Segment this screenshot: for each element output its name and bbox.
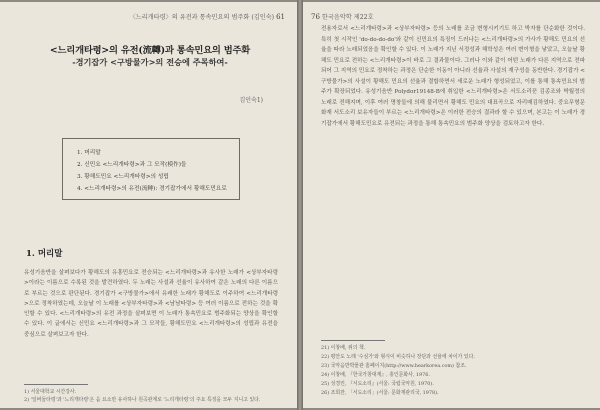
footnote: 24) 이창배, 『한국가창대계』, 홍인문화사, 1976. <box>321 372 430 378</box>
footnote: 25) 성경린, 『서도소리』(서울: 국립국악원, 1970). <box>321 381 434 387</box>
body-paragraph: 전용자로서 <느리개타령>과 <상부자타령> 등의 노래를 조금 변형시키기도 하고 박자를 단순화한 것이다. 특히 첫 시작인 'do-do-do-do'와 같이 신민요의 특징이 드러나는 <느리개타령>의 가사가 황해도 민요의 선율을 따라 노래되었음을 확인할 수 있다. 이 노래가 지닌 서정성과 해학성은 여러 변이형을 낳았고, 오늘날 황해도 민요로 전하는 <느리개타령>이 바로 그 결과물이다. 그러나 이와 같이 어떤 노래가 다른 지역으로 전파되어 그 지역의 민요로 정착하는 과정은 단순한 이동이 아니라 선율과 사설의 재구성을 동반한다. 경기잡가 <구방물가>의 사설이 황해도 민요의 선율과 결합하면서 새로운 노래가 형성되었고, 이를 통해 통속민요의 범주가 확장되었다. 유성기음반 Polydor19148-B에 취입한 <느리개타령>은 서도소리꾼 김종조와 박월정의 노래로 전해지며, 이후 여러 명창들에 의해 불리면서 황해도 민요의 대표곡으로 자리매김하였다. 중요무형문화재 서도소리 보유자들이 부르는 <느리개타령>은 이러한 전승의 결과라 할 수 있으며, 본고는 이 노래가 경기잡가에서 황해도민요로 유전되는 과정을 통해 통속민요의 범주화 양상을 검토하고자 한다. <box>321 26 585 127</box>
left-page <box>0 2 297 408</box>
footnote: 23) 국악음반박물관 홈페이지(http://www.hearkorea.com) 참조. <box>321 363 467 369</box>
running-head-text: 〈느리개타령〉의 유전과 통속민요의 범주화 (김인숙) <box>129 14 275 21</box>
footnote: 1) 서울대학교 시간강사. <box>24 389 77 395</box>
footnote: 21) 이창배, 위의 책. <box>321 345 366 351</box>
section-heading: 1. 머리말 <box>26 249 63 259</box>
footnote: 22) 평안도 노래 '수심가'와 형식이 비슷하나 장단과 선율에 차이가 있다. <box>321 354 475 360</box>
page-number: 61 <box>276 13 285 21</box>
footnote-rule <box>321 340 385 341</box>
article-subtitle: -경기잡가 <구방물가>의 전승에 주목하여- <box>72 57 228 67</box>
right-page <box>303 2 600 408</box>
toc-item: 4. <느리개타령>의 유전(流轉): 경기잡가에서 황해도민요로 <box>77 186 227 192</box>
toc-item: 3. 황해도민요 <느리개타령>의 성립 <box>77 174 169 180</box>
footnote-rule <box>24 384 88 385</box>
article-title: <느리개타령>의 유전(流轉)과 통속민요의 범주화 <box>49 45 251 56</box>
author-name: 김인숙1) <box>239 97 263 104</box>
running-head-right <box>311 12 374 21</box>
toc-item: 1. 머리말 <box>77 150 101 156</box>
body-paragraph: 유성기음반을 살펴보다가 황해도의 유흥민요로 전승되는 <느리개타령>과 유사한 노래가 <상부자타령>이라는 이름으로 수록된 것을 발견하였다. 두 노래는 사설과 선율이 유사하여 같은 노래의 다른 이름으로 부르는 것으로 판단된다. 경기잡가 <구방물가>에서 유래한 노래가 황해도로 이주하여 <느리개타령>으로 정착하였는데, 오늘날 이 노래를 <상부자타령>과 <남남타령> 등 여러 이름으로 전하는 것을 확인할 수 있다. <느리개타령>의 유전 과정을 살펴보면 이 노래가 통속민요로 범주화되는 양상을 확인할 수 있다. 이 글에서는 신민요 <느리개타령>과 그 모작들, 황해도민요 <느리개타령>의 성립과 유전을 중심으로 살펴보고자 한다. <box>24 270 278 338</box>
running-head-text: 한국음악학 제22호 <box>321 14 374 21</box>
running-head-left <box>129 12 285 21</box>
page-number: 76 <box>311 13 320 21</box>
footnote: 2) '일버들타령'과 '느리개타령'은 음 요소만 유사하나 원곡관계로 '느리개타령'의 주요 특징을 모두 지니고 있다. <box>24 397 261 403</box>
table-of-contents <box>62 138 240 200</box>
toc-item: 2. 신민요 <느리개타령>과 그 모작(模作)들 <box>77 162 187 168</box>
footnote: 26) 조희찬, 「서도소리」(서울: 문화재관리국, 1978). <box>321 390 439 396</box>
